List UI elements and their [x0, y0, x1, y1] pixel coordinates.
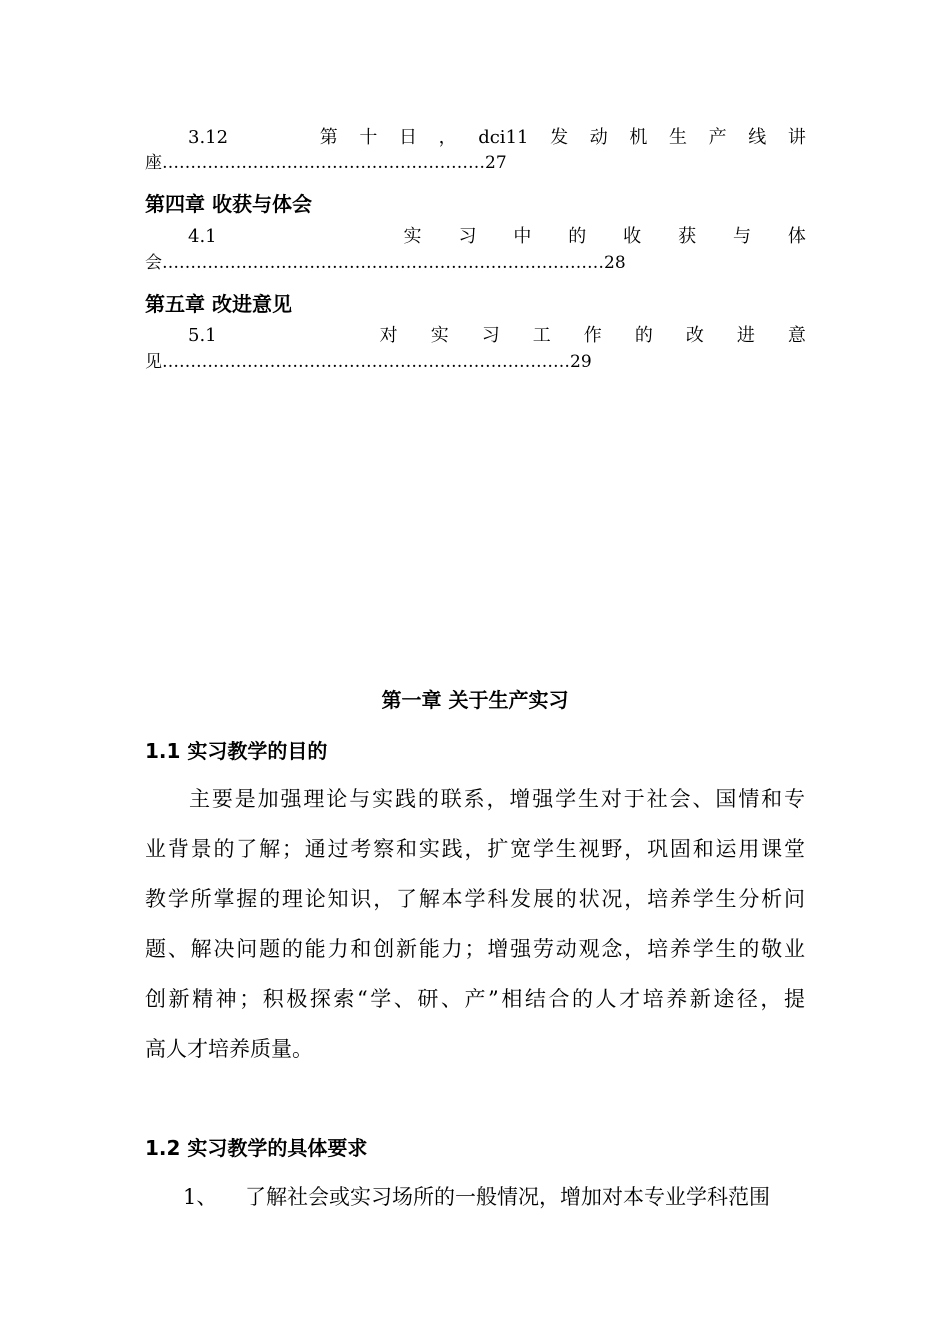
toc-word: 生 [668, 127, 687, 148]
toc-word: 动 [589, 127, 608, 148]
list-item [183, 1182, 805, 1212]
toc-chapter-5[interactable]: 第五章 改进意见 [145, 292, 292, 316]
toc-word: 收 [623, 226, 642, 247]
chapter-title: 第一章 关于生产实习 [381, 688, 569, 712]
paragraph-line: 创新精神；积极探索“学、研、产”相结合的人才培养新途径，提 [145, 987, 805, 1011]
toc-entry-3-12[interactable] [188, 126, 806, 150]
paragraph-line: 高人才培养质量。 [145, 1037, 313, 1061]
toc-word: 工 [532, 325, 551, 346]
toc-word: 实 [430, 325, 449, 346]
paragraph-line: 业背景的了解；通过考察和实践，扩宽学生视野，巩固和运用课堂 [145, 837, 805, 861]
toc-word: 第 [319, 127, 338, 148]
toc-word: 中 [513, 226, 532, 247]
toc-word: ， [438, 127, 457, 148]
paragraph-line: 题、解决问题的能力和创新能力；增强劳动观念，培养学生的敬业 [145, 937, 805, 961]
toc-entry-5-1-leader[interactable]: 见………………………………………………………………29 [145, 352, 592, 372]
toc-entry-number: 4.1 [188, 226, 217, 247]
toc-entry-4-1-leader[interactable]: 会……………………………………………………………………28 [145, 253, 626, 273]
toc-chapter-4[interactable]: 第四章 收获与体会 [145, 192, 312, 216]
toc-word: 讲 [787, 127, 806, 148]
toc-entry-5-1[interactable] [188, 324, 806, 348]
toc-word: 发 [550, 127, 569, 148]
toc-word: 线 [748, 127, 767, 148]
toc-word: 对 [379, 325, 398, 346]
toc-word: 机 [629, 127, 648, 148]
toc-word: 获 [678, 226, 697, 247]
toc-word: 体 [787, 226, 806, 247]
toc-word: 改 [685, 325, 704, 346]
list-number: 1、 [183, 1185, 218, 1209]
toc-word: 十 [359, 127, 378, 148]
toc-word: dci11 [478, 127, 529, 148]
section-heading-1-1: 1.1 实习教学的目的 [145, 739, 328, 763]
toc-word: 习 [481, 325, 500, 346]
toc-word: 意 [787, 325, 806, 346]
toc-word: 日 [398, 127, 417, 148]
list-text: 了解社会或实习场所的一般情况，增加对本专业学科范围 [245, 1185, 770, 1209]
toc-word: 产 [708, 127, 727, 148]
toc-word: 的 [568, 226, 587, 247]
toc-word: 实 [403, 226, 422, 247]
toc-entry-number: 5.1 [188, 325, 217, 346]
toc-word: 进 [736, 325, 755, 346]
toc-word: 习 [458, 226, 477, 247]
toc-entry-number: 3.12 [188, 127, 229, 148]
paragraph-line: 主要是加强理论与实践的联系，增强学生对于社会、国情和专 [189, 787, 805, 811]
body-paragraph [145, 774, 805, 1074]
toc-word: 的 [634, 325, 653, 346]
toc-entry-3-12-leader[interactable]: 座…………………………………………………27 [145, 153, 507, 173]
toc-entry-4-1[interactable] [188, 225, 806, 249]
toc-word: 与 [732, 226, 751, 247]
paragraph-line: 教学所掌握的理论知识，了解本学科发展的状况，培养学生分析问 [145, 887, 805, 911]
toc-word: 作 [583, 325, 602, 346]
section-heading-1-2: 1.2 实习教学的具体要求 [145, 1136, 368, 1160]
